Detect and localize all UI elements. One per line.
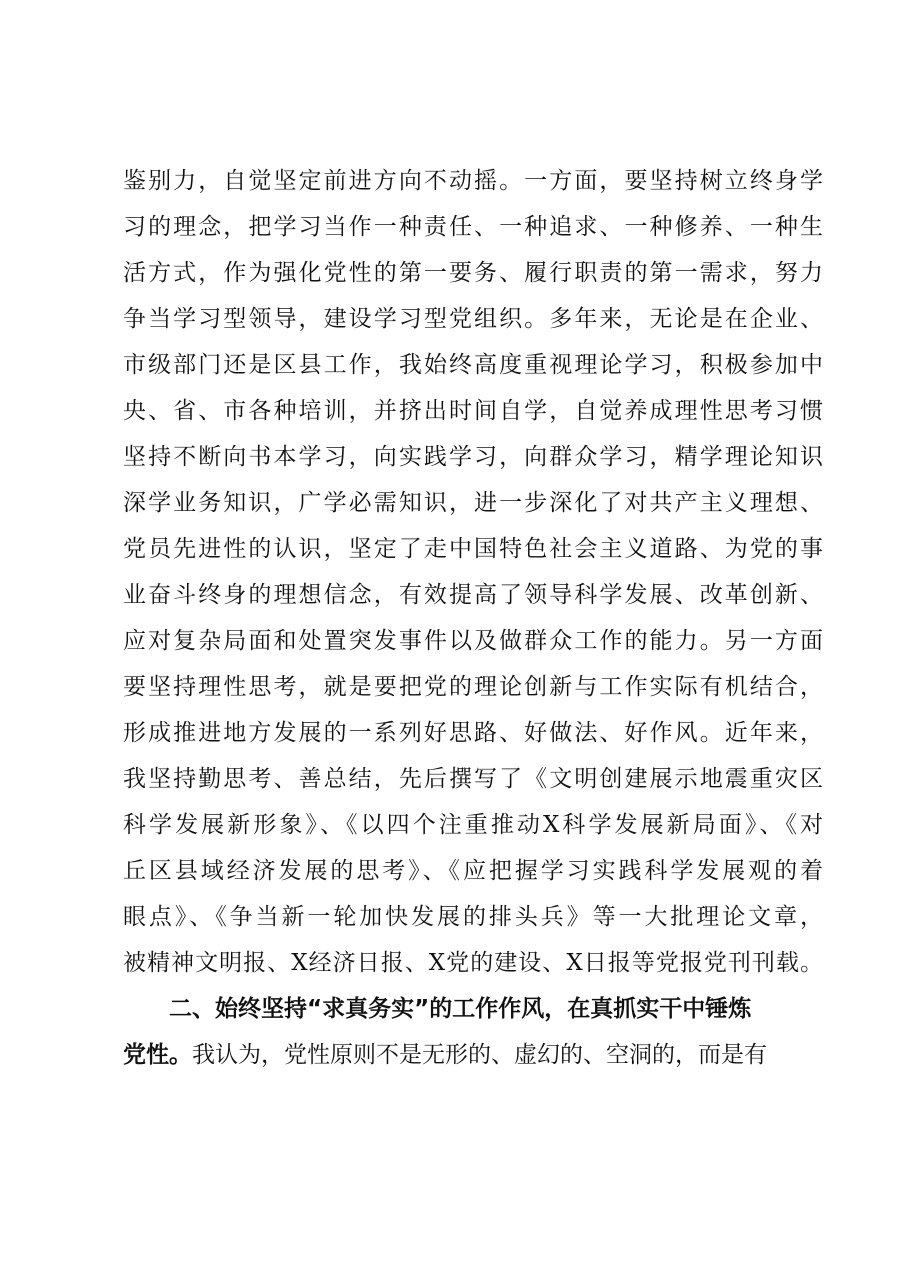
paragraph-line: 业奋斗终身的理想信念，有效提高了领导科学发展、改革创新、 bbox=[123, 582, 823, 608]
paragraph-line: 眼点》、《争当新一轮加快发展的排头兵》等一大批理论文章， bbox=[123, 904, 823, 930]
paragraph-line: 习的理念，把学习当作一种责任、一种追求、一种修养、一种生 bbox=[123, 214, 823, 240]
paragraph-line: 活方式，作为强化党性的第一要务、履行职责的第一需求，努力 bbox=[123, 260, 823, 286]
paragraph-line: 党员先进性的认识，坚定了走中国特色社会主义道路、为党的事 bbox=[123, 536, 823, 562]
paragraph-line: 央、省、市各种培训，并挤出时间自学，自觉养成理性思考习惯 bbox=[123, 398, 823, 424]
paragraph-line: 深学业务知识，广学必需知识，进一步深化了对共产主义理想、 bbox=[123, 490, 823, 516]
paragraph-line: 被精神文明报、X经济日报、X党的建设、X日报等党报党刊刊载。 bbox=[123, 950, 823, 976]
paragraph-line: 丘区县域经济发展的思考》、《应把握学习实践科学发展观的着 bbox=[123, 858, 823, 884]
paragraph-line: 形成推进地方发展的一系列好思路、好做法、好作风。近年来， bbox=[123, 720, 823, 746]
paragraph-line: 我坚持勤思考、善总结，先后撰写了《文明创建展示地震重灾区 bbox=[123, 766, 823, 792]
section-heading-end: 党性。 bbox=[123, 1042, 192, 1068]
paragraph-line: 科学发展新形象》、《以四个注重推动X科学发展新局面》、《对 bbox=[123, 812, 823, 838]
paragraph-line: 市级部门还是区县工作，我始终高度重视理论学习，积极参加中 bbox=[123, 352, 823, 378]
paragraph-line: 鉴别力，自觉坚定前进方向不动摇。一方面，要坚持树立终身学 bbox=[123, 168, 823, 194]
paragraph-line: 应对复杂局面和处置突发事件以及做群众工作的能力。另一方面 bbox=[123, 628, 823, 654]
document-body bbox=[123, 158, 823, 1078]
paragraph-line: 坚持不断向书本学习，向实践学习，向群众学习，精学理论知识 bbox=[123, 444, 823, 470]
paragraph-text: 我认为，党性原则不是无形的、虚幻的、空洞的，而是有 bbox=[192, 1042, 767, 1068]
paragraph-line: 争当学习型领导，建设学习型党组织。多年来，无论是在企业、 bbox=[123, 306, 823, 332]
section-heading: 二、始终坚持“求真务实”的工作作风，在真抓实干中锤炼 bbox=[169, 996, 752, 1022]
paragraph-line bbox=[123, 1032, 823, 1078]
paragraph-line: 要坚持理性思考，就是要把党的理论创新与工作实际有机结合， bbox=[123, 674, 823, 700]
